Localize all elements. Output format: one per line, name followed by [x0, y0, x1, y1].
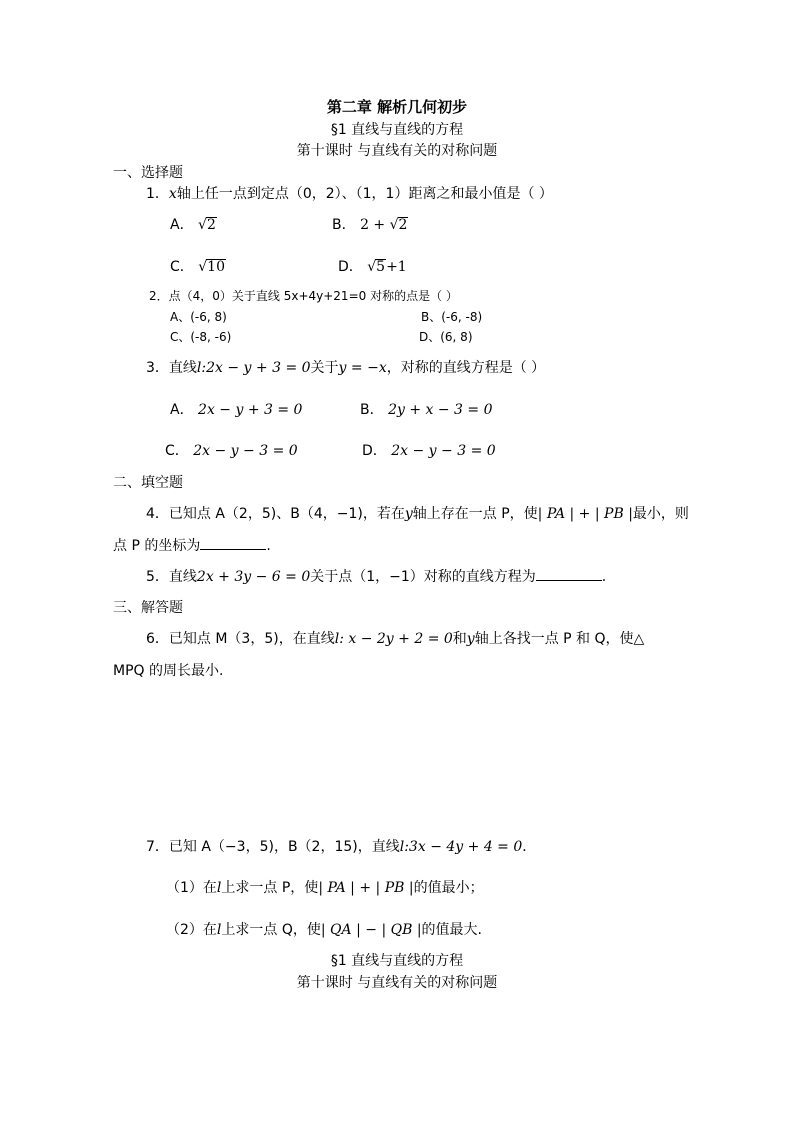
q7-p2-tail: 的值最大.: [421, 922, 482, 938]
q1-a-value: 2: [206, 217, 216, 233]
q7-p1-tail: 的值最小；: [413, 880, 484, 896]
section-choice-heading: 一、选择题: [113, 165, 183, 181]
q6-var: y: [466, 631, 475, 647]
question-2: 2．点（4，0）关于直线 5x+4y+21=0 对称的点是（ ）: [149, 289, 458, 303]
q3-number: 3．直线: [146, 360, 197, 376]
q4-var: y: [404, 506, 413, 522]
section-fill-heading: 二、填空题: [113, 475, 183, 491]
question-3: [146, 357, 545, 377]
footer-section-title: §1 直线与直线的方程: [330, 953, 464, 969]
q2-option-b: B、(-6, -8): [421, 310, 483, 324]
q7-p1-mid: 上求一点 P，使: [221, 880, 319, 896]
q6-line-var: l: [334, 631, 340, 647]
q1-number: 1．: [146, 186, 169, 202]
q1-c-value: 10: [207, 259, 225, 275]
q3-equation: :2x − y + 3 = 0: [201, 360, 311, 376]
question-5: [146, 566, 606, 586]
sqrt-icon: √: [367, 259, 377, 275]
q7-p2-expression: | QA | − | QB |: [320, 922, 422, 938]
q4-tail: 最小，则: [632, 506, 689, 522]
q3-option-c: [165, 440, 298, 460]
q3-a-label: A．: [170, 402, 194, 418]
q4-prefix: 4．已知点 A（2，5)、B（4，−1)，若在: [146, 506, 405, 522]
q6-mid: 和: [452, 631, 467, 647]
q5-prefix: 5．直线: [146, 569, 197, 585]
q5-answer-blank[interactable]: [536, 568, 602, 581]
q7-end: ．: [522, 839, 537, 855]
q7-part-1: [166, 877, 484, 897]
q4-mid: 轴上存在一点 P，使: [412, 506, 538, 522]
q3-b-value: 2y + x − 3 = 0: [388, 402, 493, 418]
q3-d-label: D．: [362, 443, 387, 459]
q4-line2: [113, 535, 271, 555]
q3-a-value: 2x − y + 3 = 0: [198, 402, 303, 418]
q3-b-label: B．: [360, 402, 384, 418]
sqrt-icon: √: [198, 259, 208, 275]
q1-a-label: A．: [170, 217, 194, 233]
q6-prefix: 6．已知点 M（3，5)，在直线: [146, 631, 335, 647]
q2-option-d: D、(6, 8): [419, 330, 473, 344]
footer-lesson-title: 第十课时 与直线有关的对称问题: [296, 975, 498, 991]
q7-line-var: l: [399, 839, 405, 855]
q7-p2-mid: 上求一点 Q，使: [221, 922, 321, 938]
q7-equation: :3x − 4y + 4 = 0: [404, 839, 523, 855]
q7-p2-prefix: （2）在: [166, 922, 217, 938]
q4-expression: | PA | + | PB |: [537, 506, 633, 522]
q1-b-label: B．: [332, 217, 356, 233]
q1-option-c: [170, 256, 226, 276]
q7-p2-line-var: l: [216, 922, 222, 938]
q3-tail: ，对称的直线方程是（ ）: [386, 360, 546, 376]
q3-c-value: 2x − y − 3 = 0: [193, 443, 298, 459]
lesson-title: 第十课时 与直线有关的对称问题: [296, 143, 498, 159]
q5-end: .: [601, 569, 607, 585]
q3-axis-line: y = −x: [338, 360, 387, 376]
q2-option-c: C、(-8, -6): [170, 330, 232, 344]
q6-equation: : x − 2y + 2 = 0: [339, 631, 453, 647]
section-title: §1 直线与直线的方程: [330, 122, 464, 138]
q1-c-label: C．: [170, 259, 194, 275]
q4-end: .: [266, 538, 271, 554]
q7-p1-line-var: l: [216, 880, 222, 896]
q7-p1-expression: | PA | + | PB |: [318, 880, 414, 896]
q3-option-b: [360, 399, 492, 419]
sqrt-icon: √: [198, 217, 207, 233]
q1-var: x: [168, 186, 177, 202]
q3-line-var: l: [196, 360, 202, 376]
question-4: [146, 503, 689, 523]
q1-b-value: 2: [398, 217, 408, 233]
q5-tail: 关于点（1，−1）对称的直线方程为: [310, 569, 536, 585]
q7-p1-prefix: （1）在: [166, 880, 217, 896]
q3-option-d: [362, 440, 496, 460]
q6-tail: 轴上各找一点 P 和 Q，使△: [474, 631, 645, 647]
q5-equation: 2x + 3y − 6 = 0: [196, 569, 311, 585]
chapter-title: 第二章 解析几何初步: [326, 98, 468, 116]
question-1: [146, 183, 553, 203]
q1-option-a: [170, 214, 217, 234]
q4-line2-text: 点 P 的坐标为: [113, 538, 201, 554]
q1-d-suffix: +1: [386, 259, 407, 275]
q1-d-label: D．: [338, 259, 363, 275]
q4-answer-blank[interactable]: [200, 537, 266, 550]
q1-text: 轴上任一点到定点（0，2）、（1，1）距离之和最小值是（ ）: [176, 186, 553, 202]
q7-part-2: [166, 919, 482, 939]
q1-b-prefix: 2 +: [360, 217, 386, 233]
q1-option-d: [338, 256, 407, 276]
q3-c-label: C．: [165, 443, 189, 459]
q1-option-b: [332, 214, 408, 234]
q6-line2: MPQ 的周长最小.: [113, 663, 224, 679]
q2-option-a: A、(-6, 8): [170, 310, 227, 324]
q3-option-a: [170, 399, 302, 419]
section-answer-heading: 三、解答题: [113, 600, 183, 616]
q3-mid: 关于: [310, 360, 339, 376]
question-7: [146, 836, 536, 856]
q7-prefix: 7．已知 A（−3，5)，B（2，15)，直线: [146, 839, 400, 855]
sqrt-icon: √: [389, 217, 399, 233]
q1-d-value: 5: [376, 259, 386, 275]
q3-d-value: 2x − y − 3 = 0: [391, 443, 496, 459]
question-6: [146, 628, 644, 648]
